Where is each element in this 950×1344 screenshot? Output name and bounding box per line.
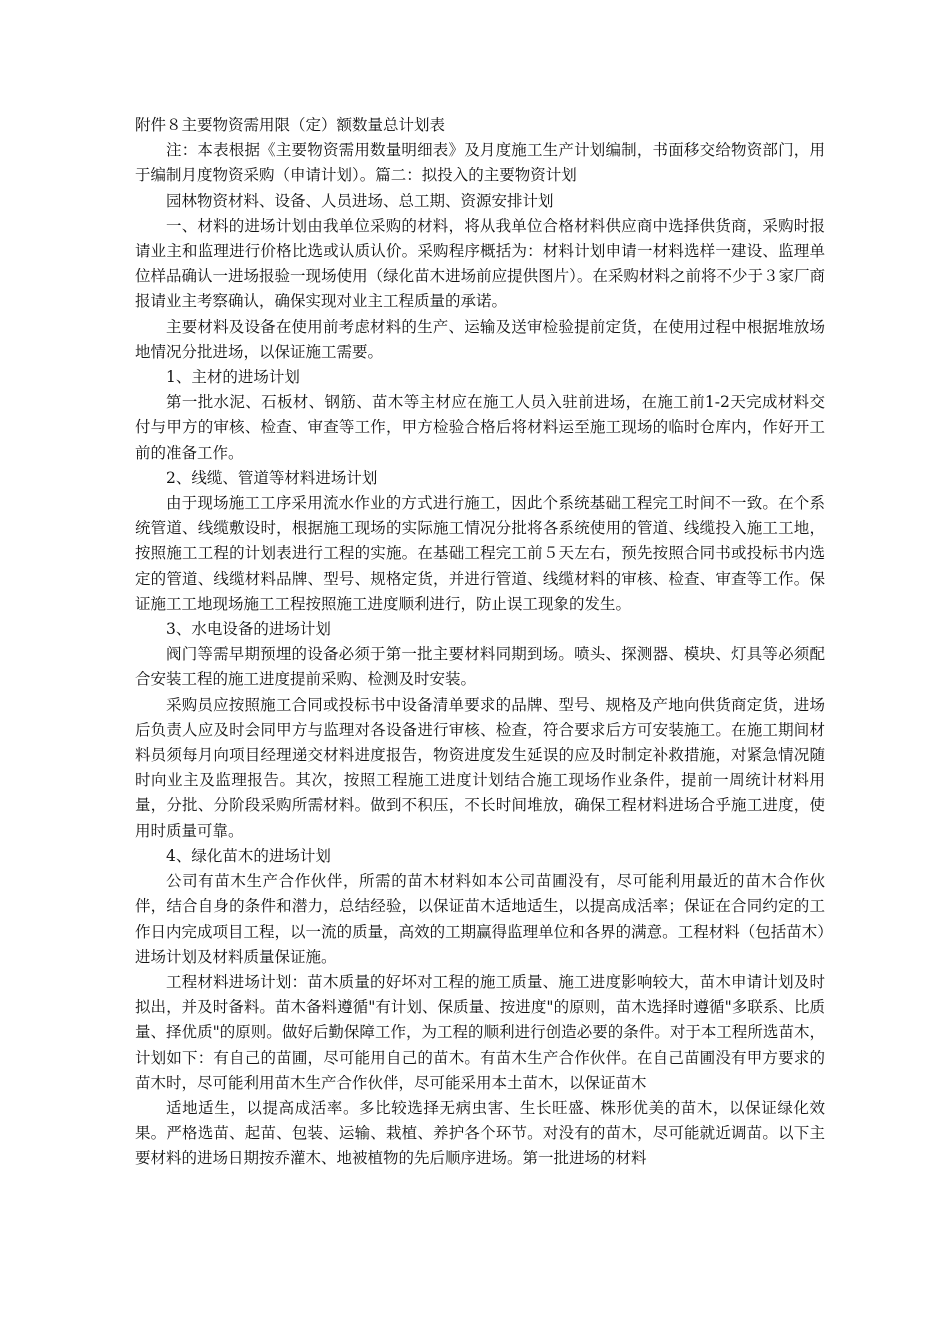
paragraph-valves: 阀门等需早期预埋的设备必须于第一批主要材料同期到场。喷头、探测器、模块、灯具等必须配合安装工程的施工进度提前采购、检测及时安装。 <box>135 645 825 689</box>
paragraph-first-batch: 第一批水泥、石板材、钢筋、苗木等主材应在施工人员入驻前进场，在施工前1-2天完成材料交付与甲方的审核、检查、审查等工作，甲方检验合格后将材料运至施工现场的临时仓库内，作好开工前的准备工作。 <box>135 393 825 462</box>
section-heading-plan: 园林物资材料、设备、人员进场、总工期、资源安排计划 <box>166 191 554 210</box>
paragraph-adaptation: 适地适生，以提高成活率。多比较选择无病虫害、生长旺盛、株形优美的苗木，以保证绿化效果。严格选苗、起苗、包装、运输、栽植、养护各个环节。对没有的苗木，尽可能就近调苗。以下主要材料的进场日期按乔灌木、地被植物的先后顺序进场。第一批进场的材料 <box>135 1098 825 1168</box>
document-body <box>135 113 825 1172</box>
paragraph-purchaser: 采购员应按照施工合同或投标书中设备清单要求的品牌、型号、规格及产地向供货商定货，进场后负责人应及时会同甲方与监理对各设备进行审核、检查，符合要求后方可安装施工。在施工期间材料员须每月向项目经理递交材料进度报告，物资进度发生延误的应及时制定补救措施，对紧急情况随时向业主及监理报告。其次，按照工程施工进度计划结合施工现场作业条件，提前一周统计材料用量，分批、分阶段采购所需材料。做到不积压，不长时间堆放，确保工程材料进场合乎施工进度，使用时质量可靠。 <box>135 695 825 840</box>
heading-water-electric: 3、水电设备的进场计划 <box>166 620 331 639</box>
heading-main-material-entry: 1、主材的进场计划 <box>166 368 300 387</box>
paragraph-cable-pipe: 由于现场施工工序采用流水作业的方式进行施工，因此个系统基础工程完工时间不一致。在个系统管道、线缆敷设时，根据施工现场的实际施工情况分批将各系统使用的管道、线缆投入施工工地，按照施工工程的计划表进行工程的实施。在基础工程完工前５天左右，预先按照合同书或投标书内选定的管道、线缆材料品牌、型号、规格定货，并进行管道、线缆材料的审核、检查、审查等工作。保证施工工地现场施工工程按照施工进度顺利进行，防止误工现象的发生。 <box>135 494 825 613</box>
note-paragraph: 注：本表根据《主要物资需用数量明细表》及月度施工生产计划编制，书面移交给物资部门，用于编制月度物资采购（申请计划）。篇二：拟投入的主要物资计划 <box>135 141 825 185</box>
document-title: 附件８主要物资需用限（定）额数量总计划表 <box>135 116 446 134</box>
paragraph-main-materials: 主要材料及设备在使用前考虑材料的生产、运输及送审检验提前定货，在使用过程中根据堆放场地情况分批进场，以保证施工需要。 <box>135 317 825 361</box>
paragraph-material-entry: 一、材料的进场计划由我单位采购的材料，将从我单位合格材料供应商中选择供货商，采购时报请业主和监理进行价格比选或认质认价。采购程序概括为：材料计划申请一材料选样一建设、监理单位样品确认一进场报验一现场使用（绿化苗木进场前应提供图片）。在采购材料之前将不少于３家厂商报请业主考察确认，确保实现对业主工程质量的承诺。 <box>135 216 825 311</box>
heading-nursery-stock: 4、绿化苗木的进场计划 <box>166 846 331 865</box>
paragraph-entry-plan: 工程材料进场计划：苗木质量的好坏对工程的施工质量、施工进度影响较大，苗木申请计划及时拟出，并及时备料。苗木备料遵循"有计划、保质量、按进度"的原则，苗木选择时遵循"多联系、比质量、择优质"的原则。做好后勤保障工作，为工程的顺利进行创造必要的条件。对于本工程所选苗木，计划如下：有自己的苗圃，尽可能用自己的苗木。有苗木生产合作伙伴。在自己苗圃没有甲方要求的苗木时，尽可能利用苗木生产合作伙伴，尽可能采用本土苗木，以保证苗木 <box>135 972 825 1092</box>
paragraph-partners: 公司有苗木生产合作伙伴，所需的苗木材料如本公司苗圃没有，尽可能利用最近的苗木合作伙伴，结合自身的条件和潜力，总结经验，以保证苗木适地适生，以提高成活率；保证在合同约定的工作日内完成项目工程，以一流的质量，高效的工期赢得监理单位和各界的满意。工程材料（包括苗木）进场计划及材料质量保证施。 <box>135 872 825 966</box>
heading-cable-pipe: 2、线缆、管道等材料进场计划 <box>166 468 378 487</box>
